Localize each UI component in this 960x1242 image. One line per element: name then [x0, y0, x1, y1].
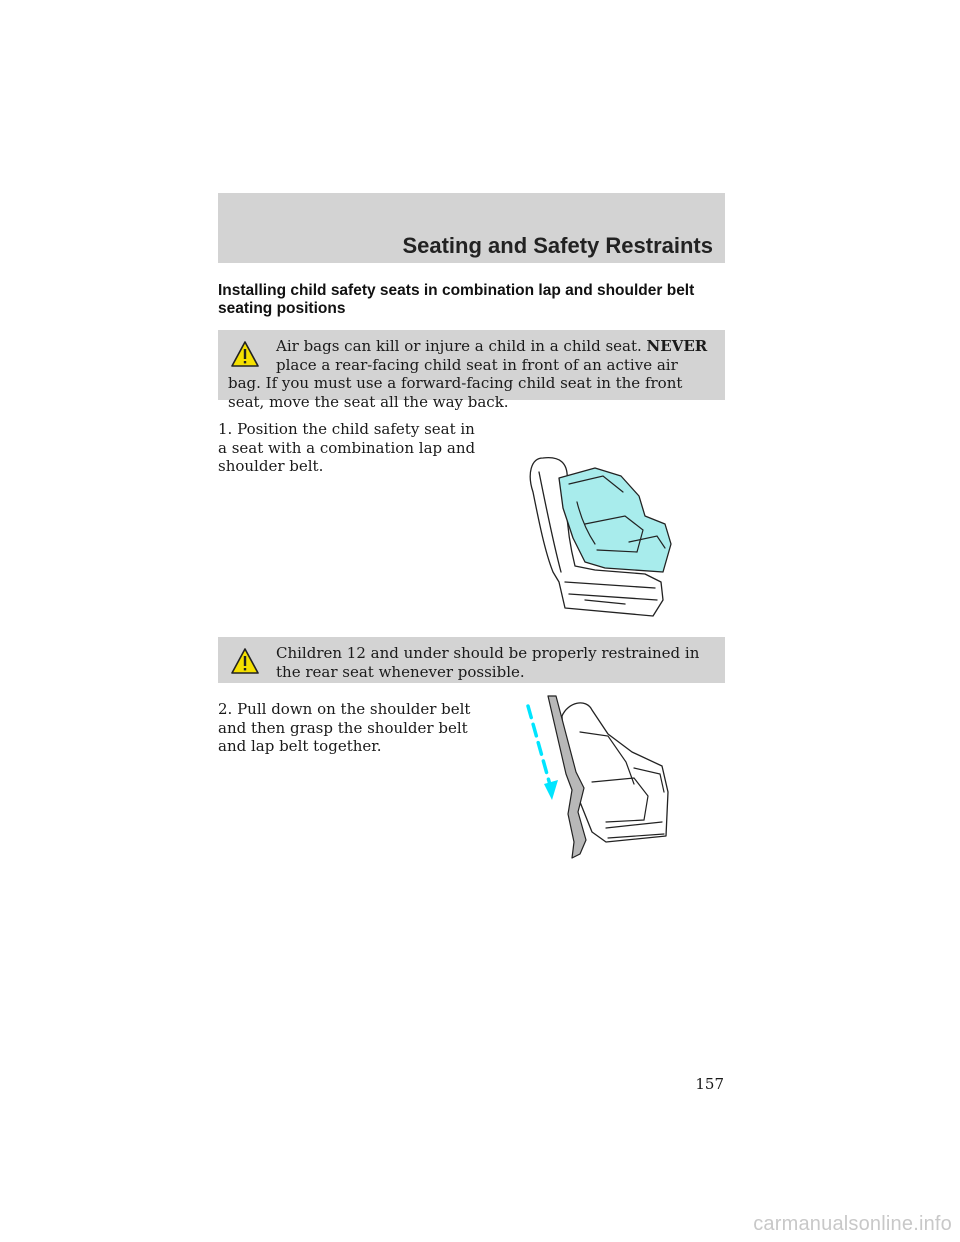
warning-text-children: Children 12 and under should be properly restrained in the rear seat whenever possible. — [276, 644, 700, 681]
watermark: carmanualsonline.info — [753, 1213, 952, 1235]
section-heading: Installing child safety seats in combination lap and shoulder belt seating positions — [218, 282, 695, 317]
step-2-text: 2. Pull down on the shoulder belt and then grasp the shoulder belt and lap belt together. — [218, 700, 471, 755]
warning-triangle-icon — [230, 340, 260, 368]
warning-box-air-bags — [218, 330, 725, 411]
header-bar — [218, 193, 725, 263]
shoulder-belt-illustration — [522, 692, 682, 862]
warning-box-children — [218, 637, 725, 683]
page-title: Seating and Safety Restraints — [402, 233, 713, 258]
page-number: 157 — [695, 1075, 724, 1093]
warning-text-air-bags: Air bags can kill or injure a child in a child seat. NEVER place a rear-facing child seat in front of an active air bag. If you must use a forward-facing child seat in the front seat, move the seat all the way back. — [228, 337, 708, 411]
step-1-text: 1. Position the child safety seat in a seat with a combination lap and shoulder belt. — [218, 420, 476, 475]
child-seat-illustration — [525, 432, 685, 618]
warning-emphasis: NEVER — [646, 337, 708, 355]
warning-triangle-icon — [230, 647, 260, 675]
